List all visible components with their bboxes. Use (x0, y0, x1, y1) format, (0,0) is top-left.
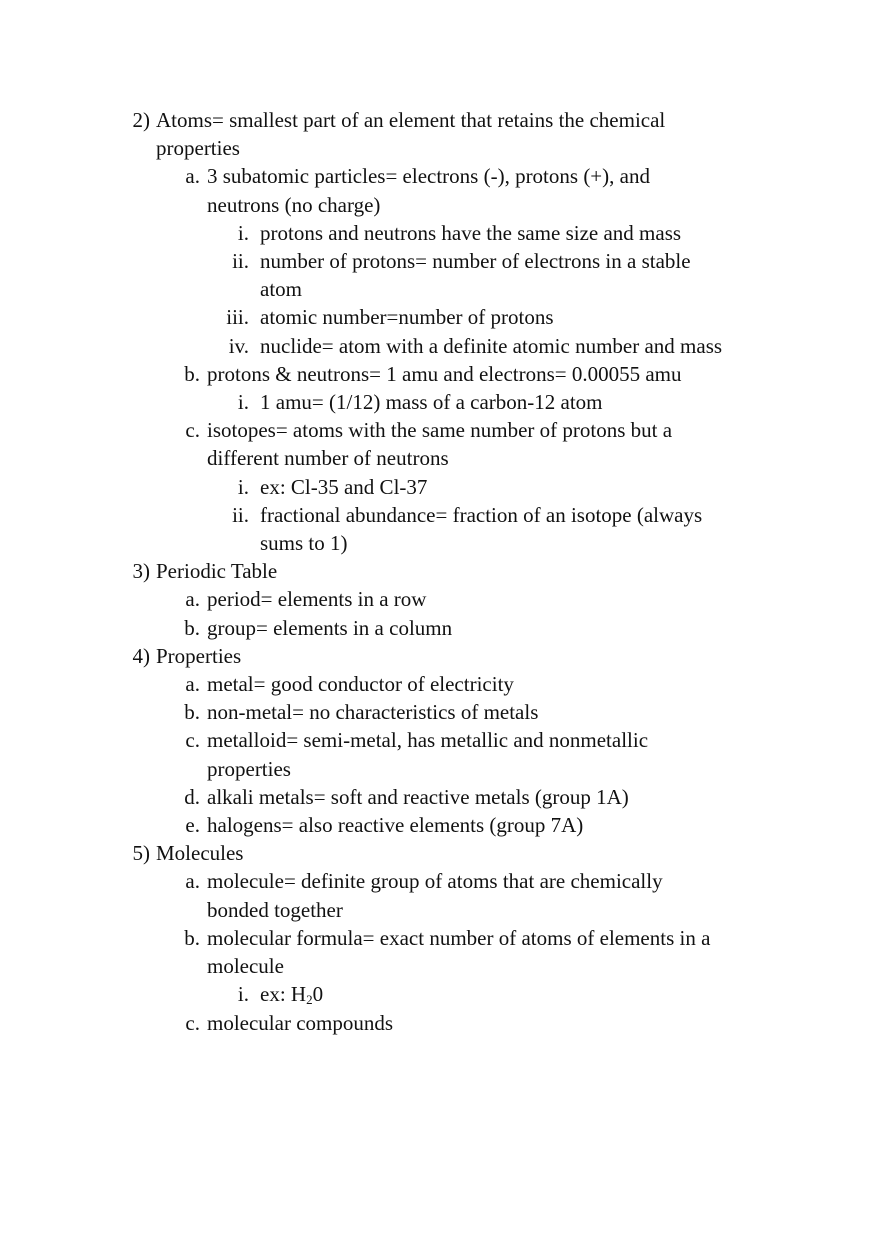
outline-item-atomic-number (0, 303, 880, 331)
outline-item-nuclide (0, 332, 880, 360)
item-text-line: 3 subatomic particles= electrons (-), protons (+), and (207, 164, 650, 189)
item-letter: b. (184, 925, 200, 950)
item-text-line: ex: Cl-35 and Cl-37 (260, 474, 428, 499)
outline-item-atoms (0, 106, 880, 162)
outline-item-molecular-compounds (0, 1009, 880, 1037)
outline-item-formula-example (0, 980, 880, 1008)
item-text-line: number of protons= number of electrons in a stable (260, 249, 691, 274)
item-text-line: halogens= also reactive elements (group 7A) (207, 813, 584, 838)
outline-item-group (0, 614, 880, 642)
outline-item-same-size (0, 219, 880, 247)
outline-item-molecular-formula (0, 924, 880, 980)
item-number: 5) (132, 841, 150, 866)
item-letter: c. (185, 418, 200, 443)
item-roman-numeral: iii. (226, 305, 249, 330)
item-roman-numeral: iv. (228, 333, 249, 358)
item-text-line: nuclide= atom with a definite atomic number and mass (260, 333, 723, 358)
item-text-line: sums to 1) (260, 531, 348, 556)
item-letter: b. (184, 700, 200, 725)
item-roman-numeral: i. (237, 390, 249, 415)
item-text-line: fractional abundance= fraction of an isotope (always (260, 502, 703, 527)
item-letter: c. (185, 1010, 200, 1035)
formula-prefix: ex: H (260, 982, 307, 1007)
item-text-line: protons & neutrons= 1 amu and electrons= 0.00055 amu (207, 361, 682, 386)
item-text-line: Periodic Table (156, 559, 278, 584)
formula-suffix: 0 (312, 982, 324, 1007)
outline-item-fractional-abundance (0, 501, 880, 557)
item-number: 2) (132, 108, 150, 132)
item-text-line: metalloid= semi-metal, has metallic and nonmetallic (207, 728, 649, 753)
outline-item-molecules (0, 839, 880, 867)
item-number: 4) (132, 643, 150, 668)
formula-example (260, 980, 880, 1008)
item-text-line: molecule (207, 954, 284, 979)
item-text-line: alkali metals= soft and reactive metals (group 1A) (207, 784, 629, 809)
item-text-line: atomic number=number of protons (260, 305, 554, 330)
notes-outline (0, 106, 880, 1037)
item-text-line: protons and neutrons have the same size and mass (260, 220, 682, 245)
outline-item-alkali-metals (0, 783, 880, 811)
item-text-line: isotopes= atoms with the same number of protons but a (207, 418, 673, 443)
item-text-line: different number of neutrons (207, 446, 449, 471)
item-letter: a. (185, 587, 200, 612)
item-text-line: non-metal= no characteristics of metals (207, 700, 539, 725)
item-roman-numeral: i. (237, 474, 249, 499)
item-letter: a. (185, 869, 200, 894)
item-letter: a. (185, 164, 200, 189)
item-text-line: atom (260, 277, 302, 302)
outline-item-halogens (0, 811, 880, 839)
outline-item-subatomic-particles (0, 162, 880, 218)
outline-item-period (0, 585, 880, 613)
outline-item-metalloid (0, 726, 880, 782)
item-roman-numeral: ii. (232, 249, 249, 274)
outline-item-molecule (0, 867, 880, 923)
item-text-line: period= elements in a row (207, 587, 427, 612)
item-text-line: Atoms= smallest part of an element that retains the chemical (156, 108, 666, 132)
outline-item-isotopes (0, 416, 880, 472)
outline-item-non-metal (0, 698, 880, 726)
item-text-line: molecule= definite group of atoms that are chemically (207, 869, 663, 894)
item-text-line: neutrons (no charge) (207, 192, 381, 217)
item-text-line: group= elements in a column (207, 615, 453, 640)
item-letter: e. (185, 813, 200, 838)
item-roman-numeral: i. (237, 982, 249, 1007)
item-letter: b. (184, 615, 200, 640)
item-number: 3) (132, 559, 150, 584)
formula-subscript: 2 (306, 992, 313, 1008)
outline-item-periodic-table (0, 557, 880, 585)
item-letter: a. (185, 672, 200, 697)
outline-item-amu (0, 360, 880, 388)
outline-item-stable-atom (0, 247, 880, 303)
item-roman-numeral: i. (237, 220, 249, 245)
item-text-line: metal= good conductor of electricity (207, 672, 514, 697)
item-letter: b. (184, 361, 200, 386)
outline-item-amu-definition (0, 388, 880, 416)
outline-item-metal (0, 670, 880, 698)
outline-item-properties (0, 642, 880, 670)
item-text-line: Properties (156, 643, 242, 668)
item-text-line: 1 amu= (1/12) mass of a carbon-12 atom (260, 390, 603, 415)
outline-item-isotope-example (0, 473, 880, 501)
item-text-line: molecular formula= exact number of atoms of elements in a (207, 925, 711, 950)
item-letter: d. (184, 784, 200, 809)
item-text-line: bonded together (207, 897, 343, 922)
item-text-line: Molecules (156, 841, 244, 866)
item-text-line: properties (207, 756, 291, 781)
item-letter: c. (185, 728, 200, 753)
item-text-line: properties (156, 136, 240, 161)
item-roman-numeral: ii. (232, 502, 249, 527)
item-text-line: molecular compounds (207, 1010, 394, 1035)
